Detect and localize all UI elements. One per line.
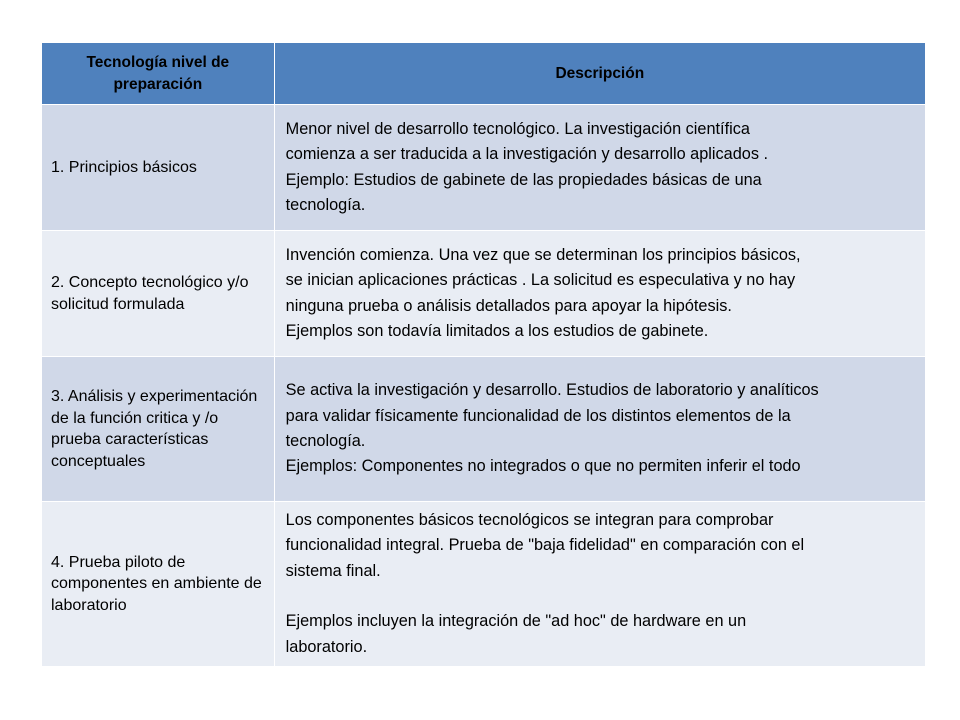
description-line: Menor nivel de desarrollo tecnológico. La investigación científica: [285, 119, 750, 138]
table-header-row: [42, 43, 926, 105]
level-cell: 3. Análisis y experimentación de la función critica y /o prueba características conceptuales: [42, 357, 275, 502]
description-line: Ejemplos incluyen la integración de "ad hoc" de hardware en un: [285, 612, 747, 631]
header-description: Descripción: [274, 43, 925, 105]
description-line: Invención comienza. Una vez que se determinan los principios básicos,: [285, 245, 801, 264]
table-row: [42, 502, 926, 667]
description-cell: [274, 357, 925, 502]
description-cell: [274, 502, 925, 667]
description-line: laboratorio.: [285, 637, 368, 656]
readiness-table: [41, 42, 926, 667]
description-line: tecnología.: [285, 195, 366, 214]
table-row: [42, 357, 926, 502]
description-line: Se activa la investigación y desarrollo. Estudios de laboratorio y analíticos: [285, 381, 819, 400]
description-line: para validar físicamente funcionalidad de los distintos elementos de la: [285, 406, 791, 425]
header-level: Tecnología nivel de preparación: [42, 43, 275, 105]
description-line: se inician aplicaciones prácticas . La solicitud es especulativa y no hay: [285, 271, 796, 290]
description-line: sistema final.: [285, 561, 381, 580]
description-line: ninguna prueba o análisis detallados para apoyar la hipótesis.: [285, 296, 732, 315]
description-cell: [274, 105, 925, 231]
table-row: [42, 231, 926, 357]
description-line: Los componentes básicos tecnológicos se integran para comprobar: [285, 511, 774, 530]
description-cell: [274, 231, 925, 357]
level-cell: 1. Principios básicos: [42, 105, 275, 231]
level-cell: 2. Concepto tecnológico y/o solicitud formulada: [42, 231, 275, 357]
description-line: Ejemplos: Componentes no integrados o que no permiten inferir el todo: [285, 457, 801, 476]
description-spacer: [286, 584, 915, 609]
level-cell: 4. Prueba piloto de componentes en ambiente de laboratorio: [42, 502, 275, 667]
description-line: tecnología.: [285, 432, 366, 450]
description-line: Ejemplo: Estudios de gabinete de las propiedades básicas de una: [285, 170, 762, 189]
table-row: [42, 105, 926, 231]
description-line: comienza a ser traducida a la investigación y desarrollo aplicados .: [285, 145, 769, 164]
description-line: Ejemplos son todavía limitados a los estudios de gabinete.: [285, 321, 709, 340]
description-line: funcionalidad integral. Prueba de "baja fidelidad" en comparación con el: [285, 536, 805, 555]
